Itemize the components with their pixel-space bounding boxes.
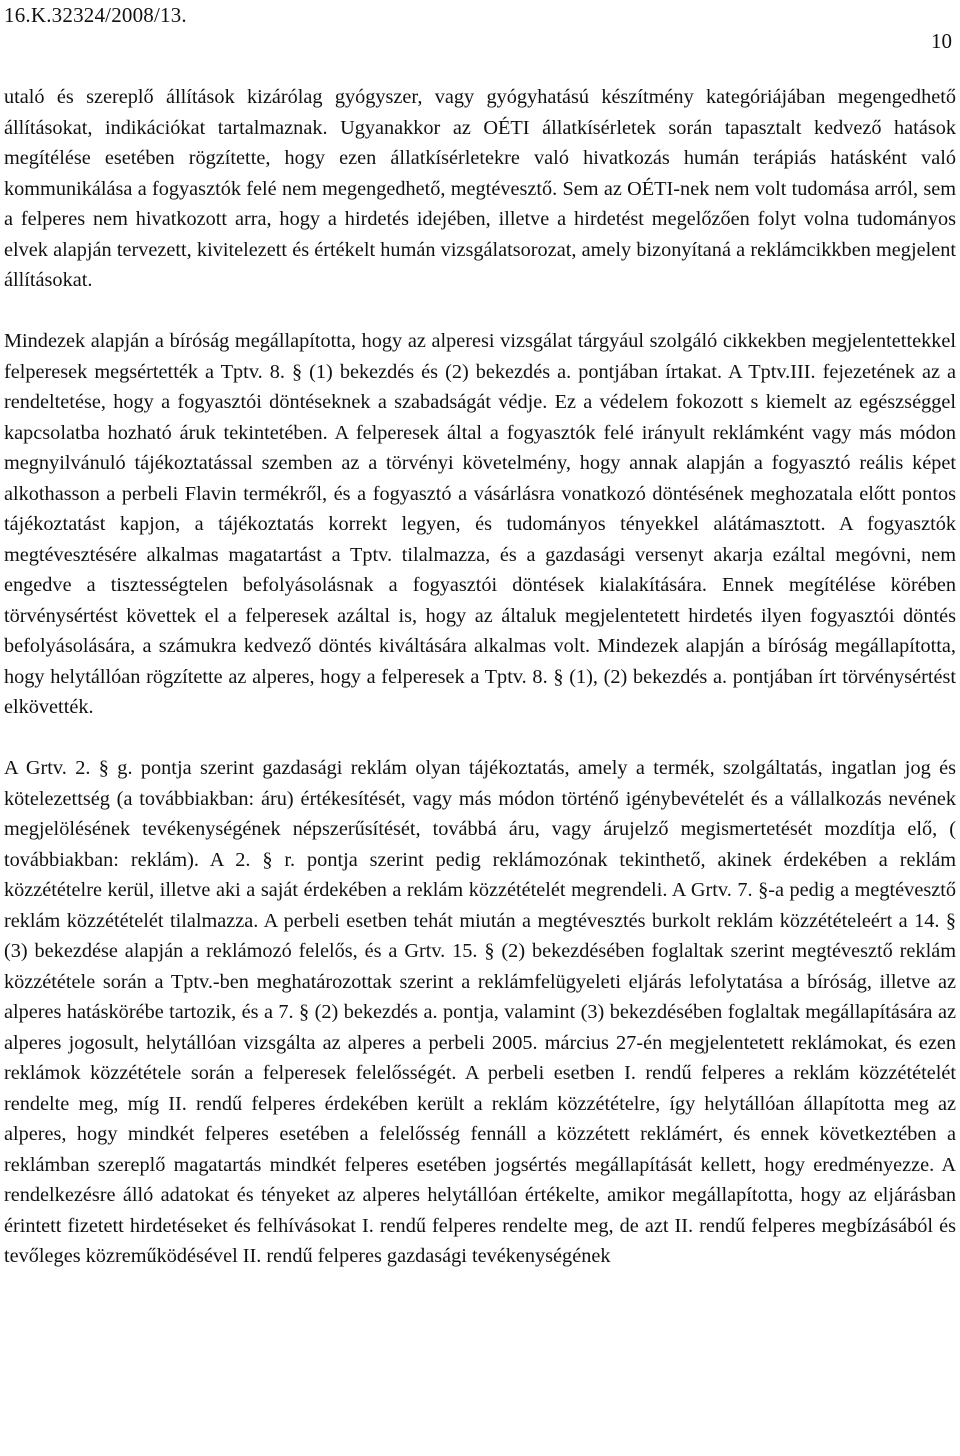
paragraph-3: A Grtv. 2. § g. pontja szerint gazdasági reklám olyan tájékoztatás, amely a termék, szolgáltatás, ingatlan jog és kötelezettség (a továbbiakban: áru) értékesítését, vagy más módon történő igénybevételét és a vállalkozás nevének megjelölésének tevékenységének népszerűsítését, továbbá áru, vagy árujelző megismertetését mozdítja elő, ( továbbiakban: reklám). A 2. § r. pontja szerint pedig reklámozónak tekinthető, akinek érdekében a reklám közzétételre kerül, illetve aki a saját érdekében a reklám közzétételét megrendeli. A Grtv. 7. §-a pedig a megtévesztő reklám közzétételét tilalmazza. A perbeli esetben tehát miután a megtévesztés burkolt reklám közzétételeért a 14. § (3) bekezdése alapján a reklámozó felelős, és a Grtv. 15. § (2) bekezdésében foglaltak szerint megtévesztő reklám közzététele során a Tptv.-ben meghatározottak szerint a reklámfelügyeleti eljárás lefolytatása a bíróság, illetve az alperes hatáskörébe tartozik, és a 7. § (2) bekezdés a. pontja, valamint (3) bekezdésében foglaltak megállapítására az alperes jogosult, helytállóan vizsgálta az alperes a perbeli 2005. március 27-én megjelentetett reklámokat, és ezen reklámok közzététele során a felperesek felelősségét. A perbeli esetben I. rendű felperes a reklám közzétételét rendelte meg, míg II. rendű felperes érdekében került a reklám közzétételre, így helytállóan állapította meg az alperes, hogy mindkét felperes esetében a felelősség fennáll a közzétett reklámért, és ennek következtében a reklámban szereplő magatartás mindkét felperes esetében jogsértés megállapítását kellett, hogy eredményezze. A rendelkezésre álló adatokat és tényeket az alperes helytállóan értékelte, amikor megállapította, hogy az eljárásban érintett fizetett hirdetéseket és felhívásokat I. rendű felperes rendelte meg, de azt II. rendű felperes megbízásából és tevőleges közreműködésével II. rendű felperes gazdasági tevékenységének	[4, 757, 956, 1267]
case-number-header: 16.K.32324/2008/13.	[4, 3, 187, 27]
page-number: 10	[931, 29, 952, 53]
paragraph-1: utaló és szereplő állítások kizárólag gyógyszer, vagy gyógyhatású készítmény kategóriájában megengedhető állításokat, indikációkat tartalmaznak. Ugyanakkor az OÉTI állatkísérletek során tapasztalt kedvező hatások megítélése esetében rögzítette, hogy ezen állatkísérletekre való hivatkozás humán terápiás hatásként való kommunikálása a fogyasztók felé nem megengedhető, megtévesztő. Sem az OÉTI-nek nem volt tudomása arról, sem a felperes nem hivatkozott arra, hogy a hirdetés idejében, illetve a hirdetést megelőzően folyt volna tudományos elvek alapján tervezett, kivitelezett és értékelt humán vizsgálatsorozat, amely bizonyítaná a reklámcikkben megjelent állításokat.	[4, 86, 956, 291]
paragraph-2: Mindezek alapján a bíróság megállapította, hogy az alperesi vizsgálat tárgyául szolgáló cikkekben megjelentettekkel felperesek megsértették a Tptv. 8. § (1) bekezdés és (2) bekezdés a. pontjában írtakat. A Tptv.III. fejezetének az a rendeltetése, hogy a fogyasztói döntéseknek a szabadságát védje. Ez a védelem fokozott s kiemelt az egészséggel kapcsolatba hozható áruk tekintetében. A felperesek által a fogyasztók felé irányult reklámként vagy más módon megnyilvánuló tájékoztatással szemben az a törvényi követelmény, hogy annak alapján a fogyasztó reális képet alkothasson a perbeli Flavin termékről, és a fogyasztó a vásárlásra vonatkozó döntésének meghozatala előtt pontos tájékoztatást kapjon, a tájékoztatás korrekt legyen, és tudományos tényekkel alátámasztott. A fogyasztók megtévesztésére alkalmas magatartást a Tptv. tilalmazza, és a gazdasági versenyt akarja ezáltal megóvni, nem engedve a tisztességtelen befolyásolásnak a fogyasztói döntések kialakítására. Ennek megítélése körében törvénysértést követtek el a felperesek azáltal is, hogy az általuk megjelentetett hirdetés ilyen fogyasztói döntés befolyásolására, a számukra kedvező döntés kiváltására alkalmas volt. Mindezek alapján a bíróság megállapította, hogy helytállóan rögzítette az alperes, hogy a felperesek a Tptv. 8. § (1), (2) bekezdés a. pontjában írt törvénysértést elkövették.	[4, 330, 956, 718]
document-body	[4, 82, 956, 1272]
